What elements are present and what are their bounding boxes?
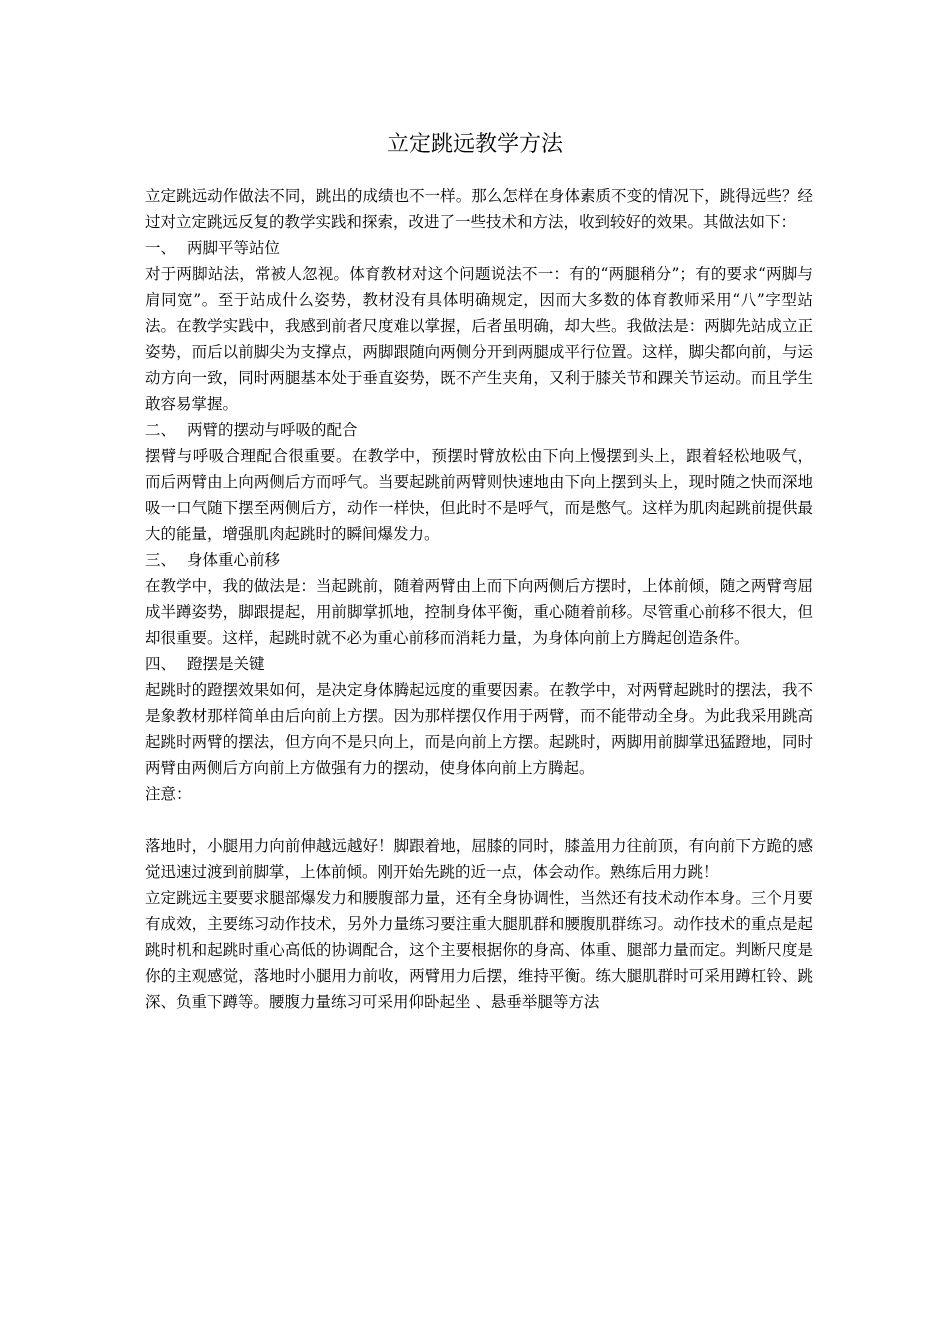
note-label: 注意： — [145, 785, 192, 803]
note-paragraph-2: 立定跳远主要要求腿部爆发力和腰腹部力量，还有全身协调性，当然还有技术动作本身。三个月要有成效，主要练习动作技术，另外力量练习要注重大腿肌群和腰腹肌群练习。动作技术的重点是起跳时机和起跳时重心高低的协调配合，这个主要根据你的身高、体重、腿部力量而定。判断尺度是你的主观感觉，落地时小腿用力前收，两臂用力后摆，维持平衡。练大腿肌群时可采用蹲杠铃、跳深、负重下蹲等。腰腹力量练习可采用仰卧起坐 、悬垂举腿等方法 — [145, 889, 813, 1011]
note-paragraph-1: 落地时，小腿用力向前伸越远越好！脚跟着地，屈膝的同时，膝盖用力往前顶，有向前下方跪的感觉迅速过渡到前脚掌，上体前倾。刚开始先跳的近一点，体会动作。熟练后用力跳！ — [145, 837, 813, 881]
section-heading-4 — [145, 651, 813, 677]
section-paragraph-3: 在教学中，我的做法是：当起跳前，随着两臂由上而下向两侧后方摆时，上体前倾，随之两臂弯屈成半蹲姿势，脚跟提起，用前脚掌抓地，控制身体平衡，重心随着前移。尽管重心前移不很大，但却很重要。这样，起跳时就不必为重心前移而消耗力量，为身体向前上方腾起创造条件。 — [145, 577, 813, 647]
section-paragraph-2: 摆臂与呼吸合理配合很重要。在教学中，预摆时臂放松由下向上慢摆到头上，跟着轻松地吸气， 而后两臂由上向两侧后方而呼气。当要起跳前两臂则快速地由下向上摆到头上，现时随之快而深地吸一口气随下摆至两侧后方，动作一样快，但此时不是呼气，而是憋气。这样为肌肉起跳前提供最大的能量，增强肌肉起跳时的瞬间爆发力。 — [145, 447, 813, 543]
section-number: 一、 — [145, 239, 177, 257]
section-number: 四、 — [145, 655, 177, 673]
section-heading-1 — [145, 235, 813, 261]
section-number: 二、 — [145, 421, 177, 439]
section-title: 蹬摆是关键 — [187, 655, 265, 673]
section-heading-3 — [145, 547, 813, 573]
section-title: 两臂的摆动与呼吸的配合 — [187, 421, 358, 439]
document-title: 立定跳远教学方法 — [386, 132, 563, 157]
section-title: 两脚平等站位 — [187, 239, 281, 257]
document-body — [145, 183, 813, 1015]
intro-paragraph: 立定跳远动作做法不同，跳出的成绩也不一样。那么怎样在身体素质不变的情况下，跳得远些？经过对立定跳远反复的教学实践和探索，改进了一些技术和方法，收到较好的效果。其做法如下： — [145, 187, 813, 231]
section-paragraph-1: 对于两脚站法，常被人忽视。体育教材对这个问题说法不一：有的“两腿稍分”；有的要求“两脚与肩同宽”。至于站成什么姿势，教材没有具体明确规定，因而大多数的体育教师采用“八”字型站法。在教学实践中，我感到前者尺度难以掌握，后者虽明确，却大些。我做法是：两脚先站成立正姿势，而后以前脚尖为支撑点，两脚跟随向两侧分开到两腿成平行位置。这样，脚尖都向前，与运动方向一致，同时两腿基本处于垂直姿势，既不产生夹角，又利于膝关节和踝关节运动。而且学生敢容易掌握。 — [145, 265, 813, 413]
blank-line — [145, 807, 813, 833]
section-number: 三、 — [145, 551, 177, 569]
section-heading-2 — [145, 417, 813, 443]
section-title: 身体重心前移 — [187, 551, 281, 569]
section-paragraph-4: 起跳时的蹬摆效果如何，是决定身体腾起远度的重要因素。在教学中，对两臂起跳时的摆法，我不是象教材那样简单由后向前上方摆。因为那样摆仅作用于两臂，而不能带动全身。为此我采用跳高起跳时两臂的摆法，但方向不是只向上，而是向前上方摆。起跳时，两脚用前脚掌迅猛蹬地，同时两臂由两侧后方向前上方做强有力的摆动，使身体向前上方腾起。 — [145, 681, 813, 777]
